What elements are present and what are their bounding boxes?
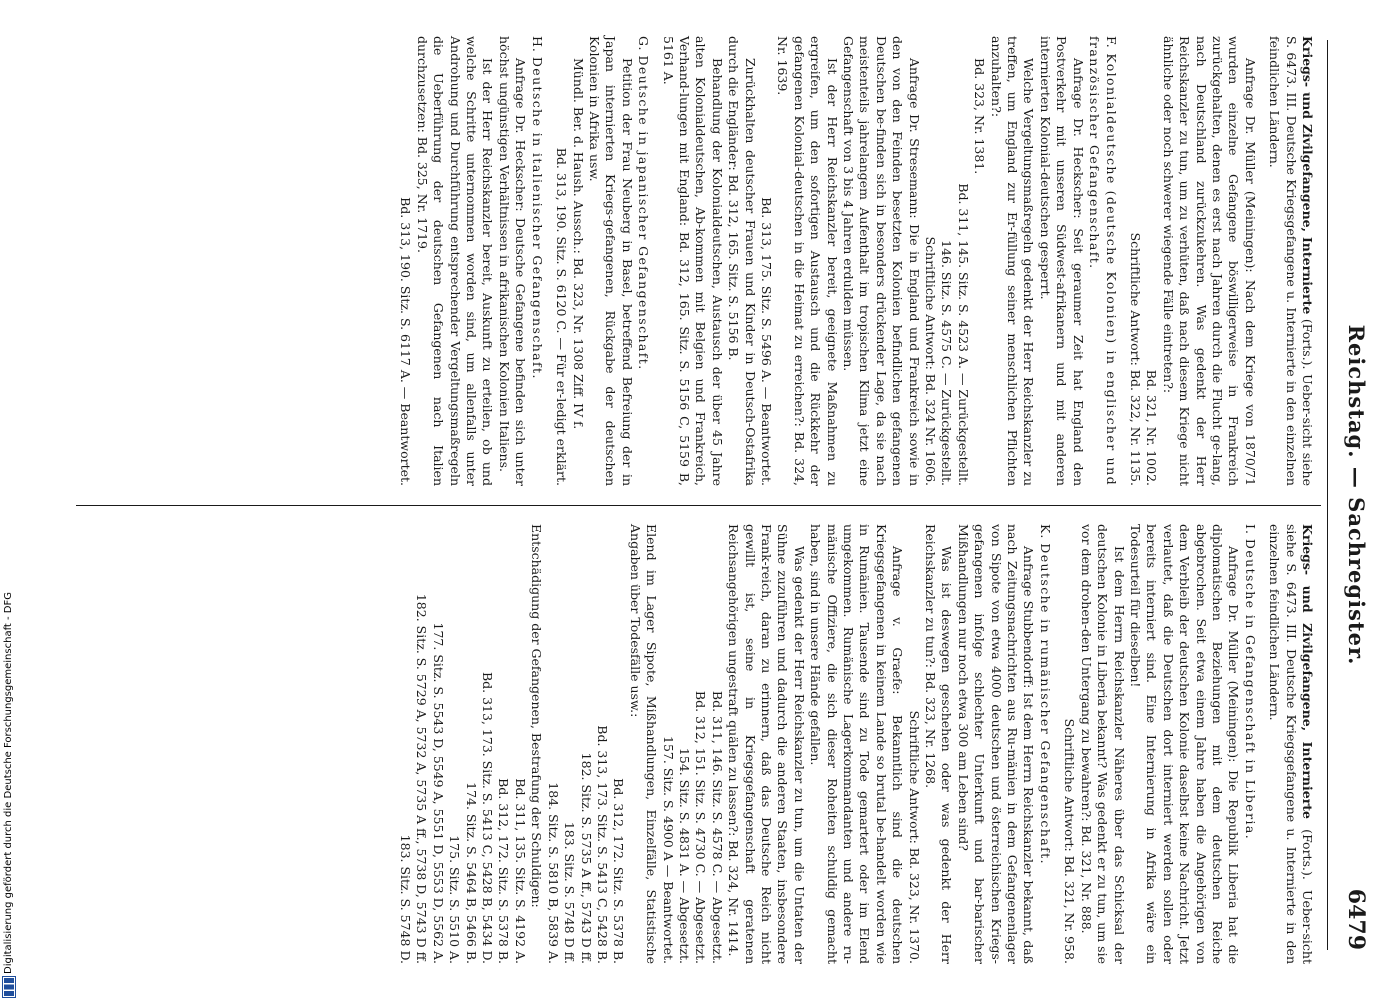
section-f-ref1: Bd. 323, Nr. 1381. (972, 58, 988, 175)
section-i-ref1: Schriftliche Antwort: Bd. 321, Nr. 958. (1062, 718, 1078, 964)
list-item: Bd. 311, 135. Sitz. S. 4192 A. (512, 778, 528, 964)
section-k-list1 (544, 524, 626, 964)
column-divider (76, 505, 1321, 506)
section-f-p2: Welche Vergeltungsmaßregeln gedenkt der Herr Reichskanzler zu treffen, um England zur Er-füllung seiner menschlichen Pflichten anzuhalten?: (988, 36, 1037, 486)
section-f-p6: Behandlung der Kolonialdeutschen, Austausch der über 45 Jahre alten Kolonialdeutschen, Ab-kommen mit Belgien und Frankreich, Verhand-lungen mit England: Bd. 312, 165. Sitz. S. 5156 C, 5159 B, 5161 A. (660, 36, 725, 486)
section-g-heading-line (635, 36, 651, 486)
section-k-ref-b: Bd. 312, 151. Sitz. S. 4730 C. — Abgesetzt. (693, 690, 709, 964)
section-g-p1: Petition der Frau Neuberg in Basel, betreffend Befreiung der in Japan internierten Kriegs-gefangenen, Rückgabe der deutschen Kolonien in Afrika usw. (586, 36, 635, 486)
section-k-ref-c: 154. Sitz. S. 4831 A. — Abgesetzt. (676, 747, 692, 964)
right-intro-title: Kriegs- und Zivilgefangene, Internierte (1300, 524, 1315, 820)
dfg-logo-icon (2, 976, 16, 998)
list-item: 182. Sitz. S. 5729 A, 5732 A, 5735 A ff., 5738 D, 5743 D ff. (414, 593, 430, 964)
right-column (397, 524, 1315, 964)
list-item: 184. Sitz. S. 5810 B, 5839 A. (545, 782, 561, 964)
section-f-heading-line (1086, 36, 1119, 486)
list-item: Bd. 312, 172. Sitz. S. 5378 B. (611, 778, 627, 964)
right-intro-paragraph (1266, 524, 1315, 964)
section-k-ref1: Schriftliche Antwort: Bd. 323, Nr. 1370. (906, 710, 922, 964)
section-k-heading: Deutsche in rumänischer Gefangenschaft. (1037, 543, 1053, 865)
list-item: Bd. 313, 173. Sitz. S. 5413 C, 5428 B, 5434 D. (480, 671, 496, 964)
left-column (397, 36, 1315, 486)
section-k-p6: Entschädigung der Gefangenen, Bestrafung der Schuldigen: (529, 524, 545, 908)
section-k-list2 (397, 524, 528, 964)
intro-title-cont: (Forts.). Ueber-sicht siehe S. 6473. III. Deutsche Kriegsgefangene u. Internierte in den einzelnen feindlichen Ländern. (1267, 36, 1315, 486)
intro-title: Kriegs- und Zivilgefangene, Internierte (1300, 36, 1315, 315)
section-g-letter: G. (636, 36, 652, 52)
section-h-p2: Ist der Herr Reichskanzler bereit, Auskunft zu erteilen, ob und welche Schritte unternommen worden sind, um allenfalls unter Androhung und Durchführung entsprechender Vergeltungsmaßregeln die Ueberführung der deutschen Gefangenen nach Italien durchzusetzen: Bd. 325, Nr. 1719. (414, 36, 496, 486)
section-g-heading: Deutsche in japanischer Gefangenschaft. (636, 55, 652, 371)
list-item: 177. Sitz. S. 5543 D, 5549 A, 5551 D, 5553 D, 5562 A. (430, 622, 446, 964)
section-k-p4: Was gedenkt der Herr Reichskanzler zu tun, um die Untaten der Sühne zuzuführen und dadurch die anderen Staaten, insbesondere Frank-reich, daran zu erinnern, daß das Deutsche Reich nicht gewillt ist, seine in Kriegsgefangenschaft geratenen Reichsangehörigen ungestraft quälen zu lassen?: Bd. 324, Nr. 1414. (726, 524, 807, 964)
section-i-letter: I. (1242, 524, 1258, 535)
section-k-ref-d: 157. Sitz. S. 4900 A — Beantwortet. (660, 736, 676, 964)
section-k-p3: Anfrage v. Graefe: Bekanntlich sind die deutschen Kriegsgefangenen in keinem Lande so brutal be-handelt worden wie in Rumänien. Tausende sind zu Tode gemartert oder im Elend umgekommen. Rumänische Lagerkommandanten und andere ru-mänische Offiziere, die sich dieser Roheiten schuldig gemacht haben, sind in unsere Hände gefallen. (808, 524, 906, 964)
page-header (1335, 40, 1375, 950)
section-k-p5: Elend im Lager Sipote, Mißhandlungen, Einzelfälle, Statistische Angaben über Todesfälle usw.: (627, 524, 660, 964)
section-f-ref5: Bd. 313, 175. Sitz. S. 5496 A. — Beantwortet. (759, 197, 774, 486)
block1-ref2: Schriftliche Antwort: Bd. 322, Nr. 1135. (1127, 232, 1143, 486)
section-h-heading: Deutsche in italienischer Gefangenschaft. (529, 56, 545, 380)
list-item: 175. Sitz. S. 5510 A. (447, 835, 463, 964)
section-f-ref3: 146. Sitz. S. 4575 C. — Zurückgestellt. (939, 240, 955, 486)
list-item: Bd. 313, 173. Sitz. S. 5413 C, 5428 B. (594, 725, 610, 964)
list-item: 183. Sitz. S. 5748 D. (398, 834, 414, 964)
section-k-p2: Was ist deswegen geschehen oder was gedenkt der Herr Reichskanzler zu tun?: Bd. 323, Nr. 1268. (923, 524, 955, 964)
section-f-ref2: Bd. 311, 145. Sitz. S. 4523 A. — Zurückgestellt. (955, 183, 971, 486)
section-i-p1: Anfrage Dr. Müller (Meiningen): Die Republik Liberia hat die diplomatischen Beziehungen mit dem deutschen Reiche abgebrochen. Seit etwa einem Jahre haben die Angehörigen von dem Verbleib der deutschen Kolonie daselbst keine Nachricht. Jetzt verlautet, daß die Deutschen dort interniert werden sollen oder bereits interniert sind. Eine Internierung in Afrika wäre ein Todesurteil für dieselben! (1127, 524, 1242, 964)
section-k-heading-line (1037, 524, 1053, 964)
section-i-p2: Ist dem Herrn Reichskanzler Näheres über das Schicksal der deutschen Kolonie in Liberia bekannt? Was gedenkt er zu tun, um sie vor dem drohen-den Untergang zu bewahren?: Bd. 321, Nr. 888. (1078, 524, 1127, 964)
section-g-p2: Mündl. Ber. d. Haush. Aussch.: Bd. 323, Nr. 1308 Ziff. IV f. (570, 58, 586, 430)
section-h-letter: H. (529, 36, 545, 53)
block1-text: Anfrage Dr. Müller (Meiningen): Nach dem Kriege von 1870/71 wurden einzelne Gefangene böswilligerweise in Frankreich zurückgehalten, denen es erst nach Jahren durch die Flucht ge-lang, nach Deutschland zurückzukehren. Was gedenkt der Herr Reichskanzler zu tun, um zu verhüten, daß nach diesem Kriege nicht ähnliche oder noch schwerer wiegende Fälle eintreten?: (1160, 36, 1258, 486)
list-item: 183. Sitz. S. 5748 D ff. (562, 821, 578, 964)
header-rule (1327, 40, 1328, 950)
section-h-ref1: Bd. 313, 190. Sitz. S. 6117 A. — Beantwortet. (398, 197, 414, 486)
section-i-heading: Deutsche in Gefangenschaft in Liberia. (1242, 538, 1258, 841)
section-g-p3: Bd. 313, 190. Sitz. S. 6120 C. — Für er-ledigt erklärt. (554, 147, 570, 486)
section-f-p5: Zurückhalten deutscher Frauen und Kinder in Deutsch-Ostafrika durch die Engländer: Bd. 312, 165. Sitz. S. 5156 B. (726, 36, 758, 486)
right-intro-title-cont: (Forts.). Ueber-sicht siehe S. 6473. III. Deutsche Kriegsgefangene u. Internierte in den einzelnen feindlichen Ländern. (1267, 524, 1315, 965)
list-item: Bd. 312, 172. Sitz. S. 5378 B. (496, 778, 512, 964)
section-f-p3: Anfrage Dr. Stresemann: Die in England und Frankreich sowie in den von den Feinden besetzten Kolonien befindlichen gefangenen Deutschen be-finden sich in besonders drückender Lage, da sie nach meistenteils jahrelangem Aufenthalt im tropischen Klima jetzt eine Gefangenschaft von 3 bis 4 Jahren erdulden müssen. (841, 36, 922, 486)
block1-ref1: Bd. 321, Nr. 1002. (1144, 369, 1160, 486)
credit-strip (0, 0, 18, 1000)
section-f-ref4: Schriftliche Antwort: Bd. 324 Nr. 1606. (923, 236, 939, 486)
section-i-heading-line (1241, 524, 1257, 964)
section-k-ref-a: Bd. 311, 146. Sitz. S. 4578 C. — Abgesetzt. (709, 690, 725, 964)
section-f-heading: Kolonialdeutsche (deutsche Kolonien) in englischer und französischer Gefangenschaft. (1087, 36, 1119, 486)
section-h-p1: Anfrage Dr. Heckscher: Deutsche Gefangene befinden sich unter höchst ungünstigen Verhältnissen in afrikanischen Kolonien Italiens. (496, 36, 529, 486)
section-k-letter: K. (1037, 524, 1053, 540)
section-h-heading-line (528, 36, 544, 486)
section-f-p4: Ist der Herr Reichskanzler bereit, geeignete Maßnahmen zu ergreifen, um den sofortigen Austausch und die Rückkehr der gefangenen Kolonial-deutschen in die Heimat zu erreichen?: Bd. 324, Nr. 1639. (775, 36, 840, 486)
list-item: 174. Sitz. S. 5464 B, 5466 B. (463, 782, 479, 964)
list-item: 182. Sitz. S. 5735 A ff., 5743 D ff. (578, 752, 594, 964)
section-k-p1: Anfrage Stubbendorff: Ist dem Herrn Reichskanzler bekannt, daß nach Zeitungsnachrichten aus Ru-mänien in dem Gefangenenlager von Sipote von etwa 4000 deutschen und österreichischen Kriegs-gefangenen infolge schlechter Unterkunft und bar-barischer Mißhandlungen nur noch etwa 300 am Leben sind? (955, 524, 1037, 964)
running-head: Reichstag. — Sachregister. (1344, 324, 1369, 666)
credit-inner (0, 0, 18, 1000)
section-f-letter: F. (1103, 36, 1119, 49)
credit-text: Digitalisierung gefördert durch die Deutsche Forschungsgemeinschaft - DFG (3, 591, 14, 974)
intro-paragraph (1266, 36, 1315, 486)
section-f-p1: Anfrage Dr. Heckscher: Seit geraumer Zeit hat England den Postverkehr mit unseren Südwest-afrikanern und mit anderen internierten Kolonial-deutschen gesperrt. (1037, 36, 1086, 486)
page-number: 6479 (1343, 888, 1369, 950)
